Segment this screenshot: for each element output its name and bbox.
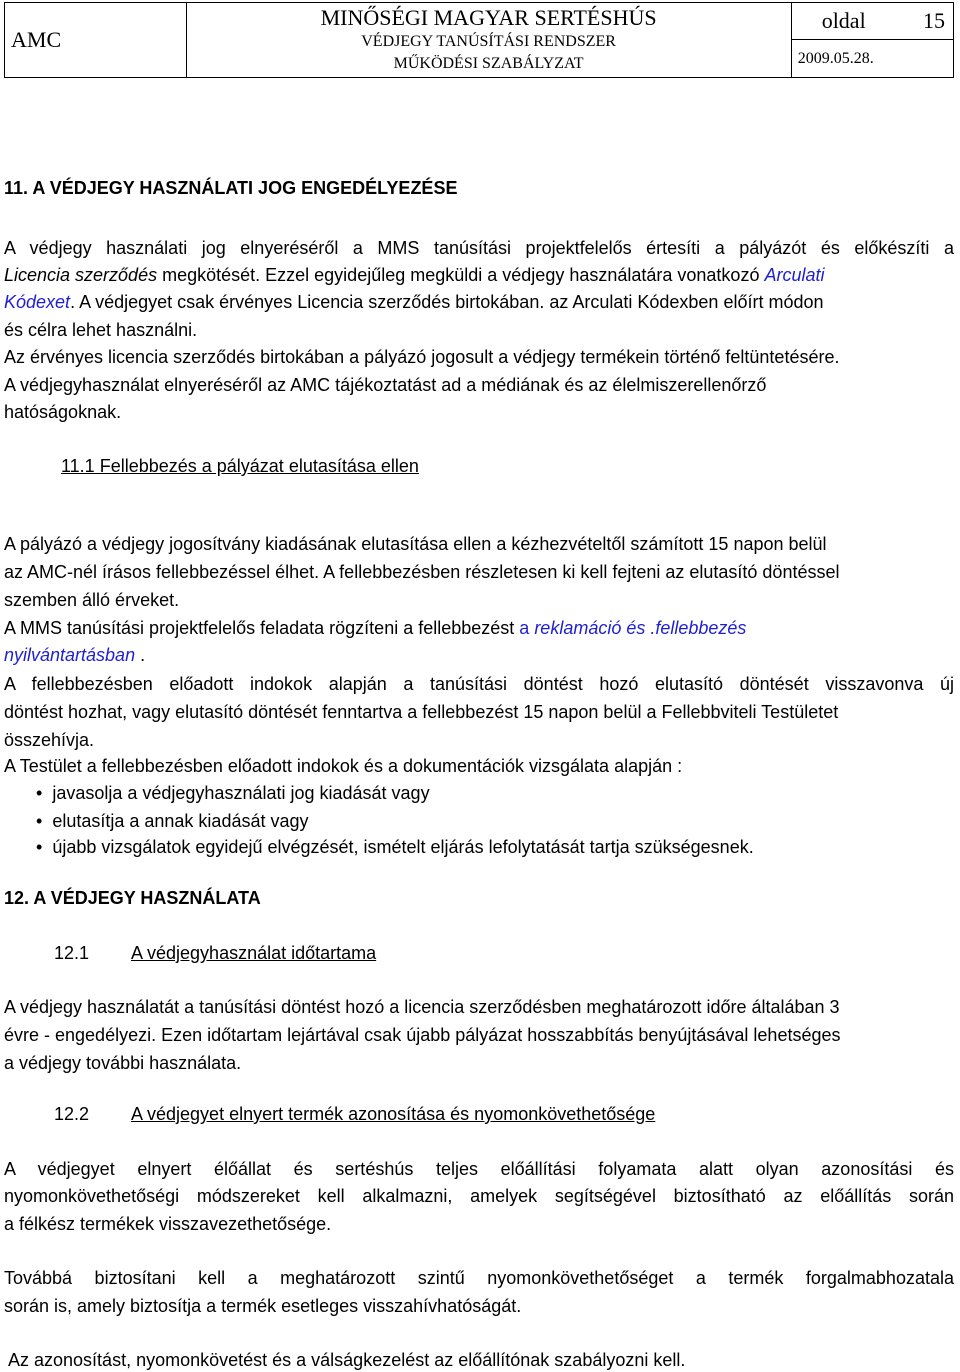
s111-p1-line1: A pályázó a védjegy jogosítvány kiadásának elutasítása ellen a kézhezvételtől számított 15 napon belül xyxy=(4,534,827,554)
bullet-text: javasolja a védjegyhasználati jog kiadását vagy xyxy=(52,783,430,803)
s11-p1-line3-text: . A védjegyet csak érvényes Licencia szerződés birtokában. az Arculati Kódexben előírt módon xyxy=(70,292,824,312)
s122-p1-line3: a félkész termékek visszavezethetősége. xyxy=(4,1214,332,1234)
bullet-item xyxy=(36,835,754,859)
header-subtitle-2: MŰKÖDÉSI SZABÁLYZAT xyxy=(393,55,584,72)
s11-p1-line2-text: megkötését. Ezzel egyidejűleg megküldi a védjegy használatára vonatkozó xyxy=(157,265,765,285)
logo-text: AMC xyxy=(11,27,62,52)
header-subtitle-1: VÉDJEGY TANÚSÍTÁSI RENDSZER xyxy=(361,33,616,50)
s111-p1-line2: az AMC-nél írásos fellebbezéssel élhet. A fellebbezésben részletesen ki kell fejteni az elutasító döntéssel xyxy=(4,562,840,582)
bullet-dot-icon: • xyxy=(36,811,43,831)
bullet-dot-icon: • xyxy=(36,837,43,857)
s11-p3-line1: A védjegyhasználat elnyeréséről az AMC tájékoztatást ad a médiának és az élelmiszerellenőrző xyxy=(4,375,767,395)
section-11-heading: 11. A VÉDJEGY HASZNÁLATI JOG ENGEDÉLYEZÉSE xyxy=(4,178,458,198)
arculati-link[interactable]: Arculati xyxy=(764,265,825,285)
header-page-cell xyxy=(791,3,953,40)
s111-p1-line3: szemben álló érveket. xyxy=(4,590,180,610)
s122-p1-line1: A védjegyet elnyert élőállat és sertéshús teljes előállítási folyamata alatt olyan azonosítási és xyxy=(4,1159,954,1179)
s111-p4: A Testület a fellebbezésben előadott indokok és a dokumentációk vizsgálata alapján : xyxy=(4,756,683,776)
document-header xyxy=(4,2,954,78)
s11-p1-line3 xyxy=(4,290,824,314)
kodex-link[interactable]: Kódexet xyxy=(4,292,71,312)
bullet-text: újabb vizsgálatok egyidejű elvégzését, ismételt eljárás lefolytatását tartja szükségesnek. xyxy=(52,837,754,857)
licencia-term: Licencia szerződés xyxy=(4,265,158,285)
header-date: 2009.05.28. xyxy=(797,49,874,67)
reklamacio-link[interactable]: reklamáció és .fellebbezés xyxy=(534,618,747,638)
s121-number: 12.1 xyxy=(54,943,90,963)
s111-p3-line3: összehívja. xyxy=(4,730,95,750)
page-label: oldal xyxy=(821,8,866,33)
s111-p2-line2 xyxy=(4,643,145,667)
s122-p2-line2: során is, amely biztosítja a termék esetleges visszahívhatóságát. xyxy=(4,1296,522,1316)
section-12-heading: 12. A VÉDJEGY HASZNÁLATA xyxy=(4,888,261,908)
s121-line1: A védjegy használatát a tanúsítási döntést hozó a licencia szerződésben meghatározott időre általában 3 xyxy=(4,997,840,1017)
s121-line2: évre - engedélyezi. Ezen időtartam lejártával csak újabb pályázat hosszabbítás benyújtásával lehetséges xyxy=(4,1025,841,1045)
s111-p3-line1: A fellebbezésben előadott indokok alapján a tanúsítási döntést hozó elutasító döntését visszavonva új xyxy=(4,674,954,694)
s111-p2-a: a xyxy=(519,618,535,638)
s122-number: 12.2 xyxy=(54,1104,90,1124)
s121-title: A védjegyhasználat időtartama xyxy=(131,943,377,963)
s11-p1-line2 xyxy=(4,263,824,287)
nyilvantartas-link[interactable]: nyilvántartásban xyxy=(4,645,136,665)
s111-p2-line1 xyxy=(4,616,746,640)
bullet-item xyxy=(36,781,430,805)
header-title-cell xyxy=(186,3,791,78)
header-title: MINŐSÉGI MAGYAR SERTÉSHÚS xyxy=(320,5,657,30)
s111-p2-line1-text: A MMS tanúsítási projektfelelős feladata rögzíteni a fellebbezést xyxy=(4,618,520,638)
s121-line3: a védjegy további használata. xyxy=(4,1053,242,1073)
s11-p1-line1: A védjegy használati jog elnyeréséről a MMS tanúsítási projektfelelős értesíti a pályázót és előkészíti a xyxy=(4,238,954,258)
s111-p2-line2-end: . xyxy=(135,645,146,665)
bullet-item xyxy=(36,809,309,833)
s11-p3-line2: hatóságoknak. xyxy=(4,402,122,422)
bullet-text: elutasítja a annak kiadását vagy xyxy=(52,811,309,831)
s122-title: A védjegyet elnyert termék azonosítása és nyomonkövethetősége xyxy=(131,1104,656,1124)
page-number: 15 xyxy=(923,8,945,33)
s122-p3: Az azonosítást, nyomonkövetést és a válságkezelést az előállítónak szabályozni kell. xyxy=(8,1350,686,1370)
header-date-cell xyxy=(791,40,953,78)
s11-p2: Az érvényes licencia szerződés birtokában a pályázó jogosult a védjegy termékein történő feltüntetésére. xyxy=(4,347,840,367)
s122-p2-line1: Továbbá biztosítani kell a meghatározott szintű nyomonkövethetőséget a termék forgalmabhozatala xyxy=(4,1268,954,1288)
s122-p1-line2: nyomonkövethetőségi módszereket kell alkalmazni, amelyek segítségével biztosítható az előállítás során xyxy=(4,1186,954,1206)
section-11-1-heading: 11.1 Fellebbezés a pályázat elutasítása ellen xyxy=(61,456,419,476)
bullet-dot-icon: • xyxy=(36,783,43,803)
header-logo xyxy=(5,3,187,78)
s11-p1-line4: és célra lehet használni. xyxy=(4,320,198,340)
s111-p3-line2: döntést hozhat, vagy elutasító döntését fenntartva a fellebbezést 15 napon belül a Fellebbviteli Testületet xyxy=(4,702,839,722)
